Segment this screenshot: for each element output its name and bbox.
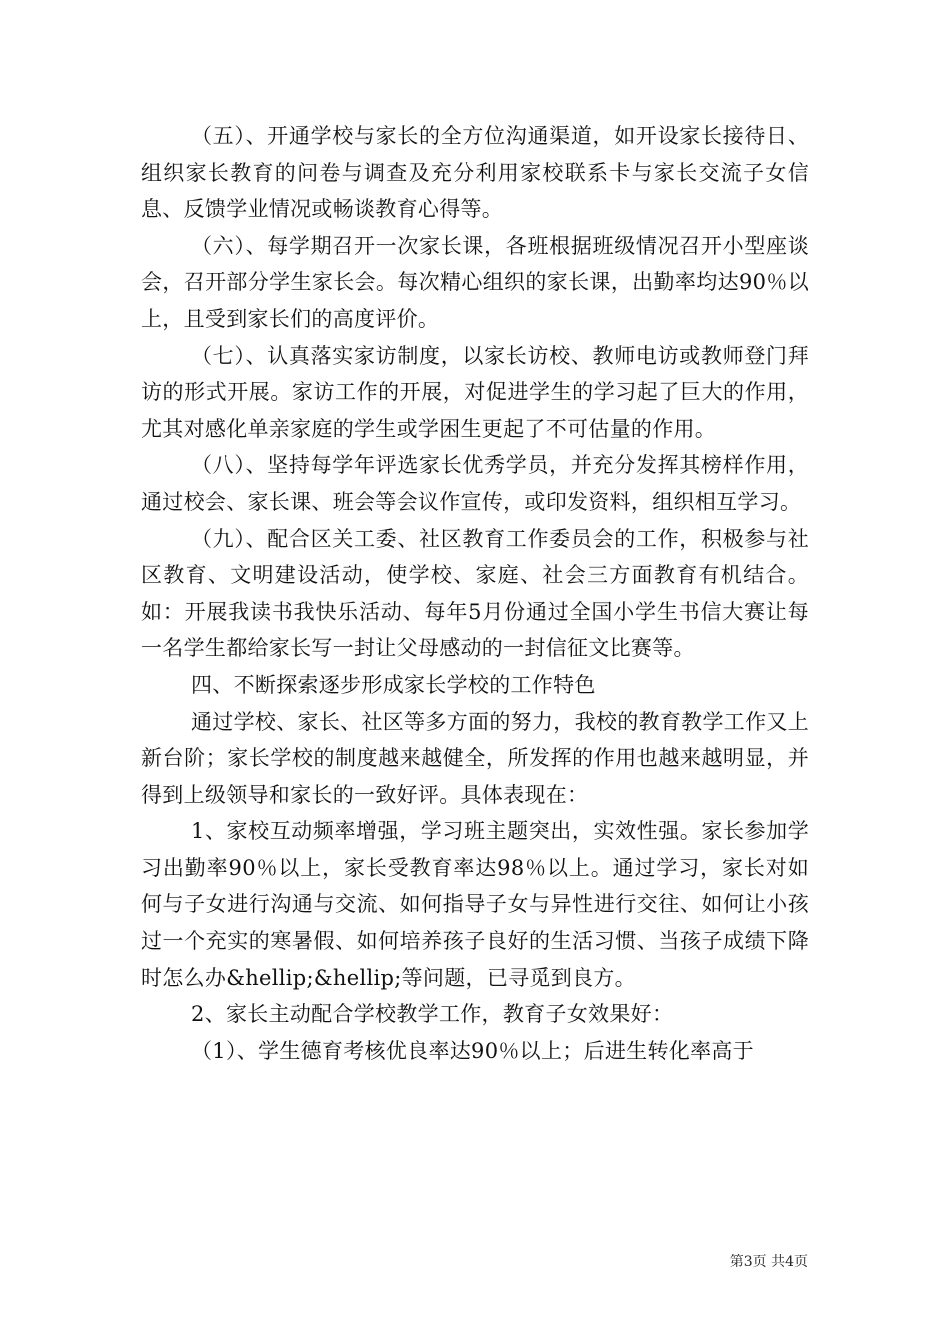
paragraph-item-6: （六）、每学期召开一次家长课，各班根据班级情况召开小型座谈会，召开部分学生家长会。每次精心组织的家长课，出勤率均达90％以上，且受到家长们的高度评价。 [141, 233, 809, 331]
paragraph-item-9: （九）、配合区关工委、社区教育工作委员会的工作，积极参与社区教育、文明建设活动，使学校、家庭、社会三方面教育有机结合。如：开展我读书我快乐活动、每年5月份通过全国小学生书信大赛让每一名学生都给家长写一封让父母感动的一封信征文比赛等。 [141, 526, 809, 661]
paragraph-item-7: （七）、认真落实家访制度，以家长访校、教师电访或教师登门拜访的形式开展。家访工作的开展，对促进学生的学习起了巨大的作用，尤其对感化单亲家庭的学生或学困生更起了不可估量的作用。 [141, 343, 809, 441]
paragraph-intro: 通过学校、家长、社区等多方面的努力，我校的教育教学工作又上新台阶；家长学校的制度越来越健全，所发挥的作用也越来越明显，并得到上级领导和家长的一致好评。具体表现在： [141, 709, 809, 807]
document-body [141, 118, 809, 1069]
paragraph-point-2: 2、家长主动配合学校教学工作，教育子女效果好： [191, 1002, 674, 1027]
paragraph-item-8: （八）、坚持每学年评选家长优秀学员，并充分发挥其榜样作用，通过校会、家长课、班会等会议作宣传，或印发资料，组织相互学习。 [141, 453, 809, 514]
section-heading: 四、不断探索逐步形成家长学校的工作特色 [191, 672, 596, 697]
paragraph-item-5: （五）、开通学校与家长的全方位沟通渠道，如开设家长接待日、组织家长教育的问卷与调查及充分利用家校联系卡与家长交流子女信息、反馈学业情况或畅谈教育心得等。 [141, 124, 809, 222]
page-number: 第3页 共4页 [729, 1254, 808, 1270]
paragraph-subpoint-1: （1）、学生德育考核优良率达90％以上；后进生转化率高于 [191, 1038, 754, 1063]
paragraph-point-1: 1、家校互动频率增强，学习班主题突出，实效性强。家长参加学习出勤率90％以上，家长受教育率达98％以上。通过学习，家长对如何与子女进行沟通与交流、如何指导子女与异性进行交往、如何让小孩过一个充实的寒暑假、如何培养孩子良好的生活习惯、当孩子成绩下降时怎么办&hellip;&hellip;等问题，已寻觅到良方。 [141, 819, 809, 990]
